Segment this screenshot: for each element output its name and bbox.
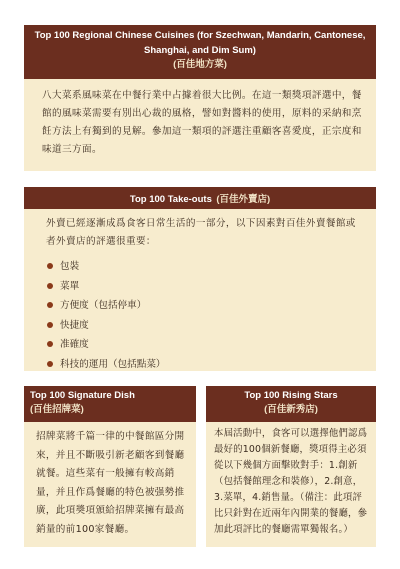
takeout-intro: 外賣已經逐漸成爲食客日常生活的一部分，以下因素對百佳外賣餐館或者外賣店的評選很重要： xyxy=(46,218,356,247)
signature-section-body xyxy=(24,422,196,547)
cuisine-section-body xyxy=(24,79,376,171)
list-item xyxy=(46,316,362,336)
rising-title-zh: (百佳新秀店) xyxy=(264,404,318,415)
signature-title-en: Top 100 Signature Dish xyxy=(30,390,135,401)
bullet-icon xyxy=(47,302,53,308)
cuisine-description: 八大菜系風味菜在中餐行業中占據着很大比例。在這一類獎項評選中，餐館的風味菜需要有別出心裁的風格，譬如對醬料的使用，原料的采納和烹飪方法上有獨到的見解。參加這一類項的評選注重顧客喜愛度，正宗度和味道三方面。 xyxy=(42,90,362,155)
takeout-title-zh: (百佳外賣店) xyxy=(216,194,271,205)
bullet-icon xyxy=(47,263,53,269)
cuisine-section-header xyxy=(24,25,376,79)
signature-title-zh: (百佳招牌菜) xyxy=(30,404,84,415)
signature-description: 招牌菜將千篇一律的中餐館區分開來，并且不斷吸引新老顧客到餐廳就餐。這些菜有一般擁有較高銷量，并且作爲餐廳的特色被强勢推廣，此項奬項頒給招牌菜擁有最高銷量的前100家餐廳。 xyxy=(36,431,185,535)
list-item xyxy=(46,355,362,375)
factor-label: 包裝 xyxy=(60,261,80,272)
list-item xyxy=(46,335,362,355)
takeout-factor-list xyxy=(46,257,362,374)
bullet-icon xyxy=(47,322,53,328)
cuisine-title-en: Top 100 Regional Chinese Cuisines (for Szechwan, Mandarin, Cantonese, Shanghai, and Dim Sum) xyxy=(34,30,366,56)
rising-description: 本屆活動中，食客可以選擇他們認爲最好的100個新餐廳，獎項得主必須從以下幾個方面擊敗對手：1.創新（包括餐館理念和裝修），2.創意，3.菜單，4.銷售量。（備注：此項評比只針對在近兩年內開業的餐廳，參加此項評比的餐廳需單獨報名。） xyxy=(214,428,368,535)
rising-section-header xyxy=(206,386,376,422)
bullet-icon xyxy=(47,361,53,367)
list-item xyxy=(46,257,362,277)
rising-title-en: Top 100 Rising Stars xyxy=(244,390,338,401)
cuisine-title-zh: (百佳地方菜) xyxy=(173,59,227,70)
takeout-section-body xyxy=(24,209,376,371)
list-item xyxy=(46,277,362,297)
list-item xyxy=(46,296,362,316)
factor-label: 科技的運用（包括點菜） xyxy=(60,358,166,370)
bullet-icon xyxy=(47,341,53,347)
signature-section-header xyxy=(24,386,196,422)
takeout-section-header xyxy=(24,187,376,209)
bullet-icon xyxy=(47,283,53,289)
rising-section-body xyxy=(206,422,376,547)
factor-label: 方便度（包括停車） xyxy=(60,300,147,311)
factor-label: 菜單 xyxy=(60,280,80,292)
takeout-title-en: Top 100 Take-outs xyxy=(129,194,212,205)
factor-label: 准確度 xyxy=(60,339,89,350)
factor-label: 快捷度 xyxy=(60,319,89,331)
